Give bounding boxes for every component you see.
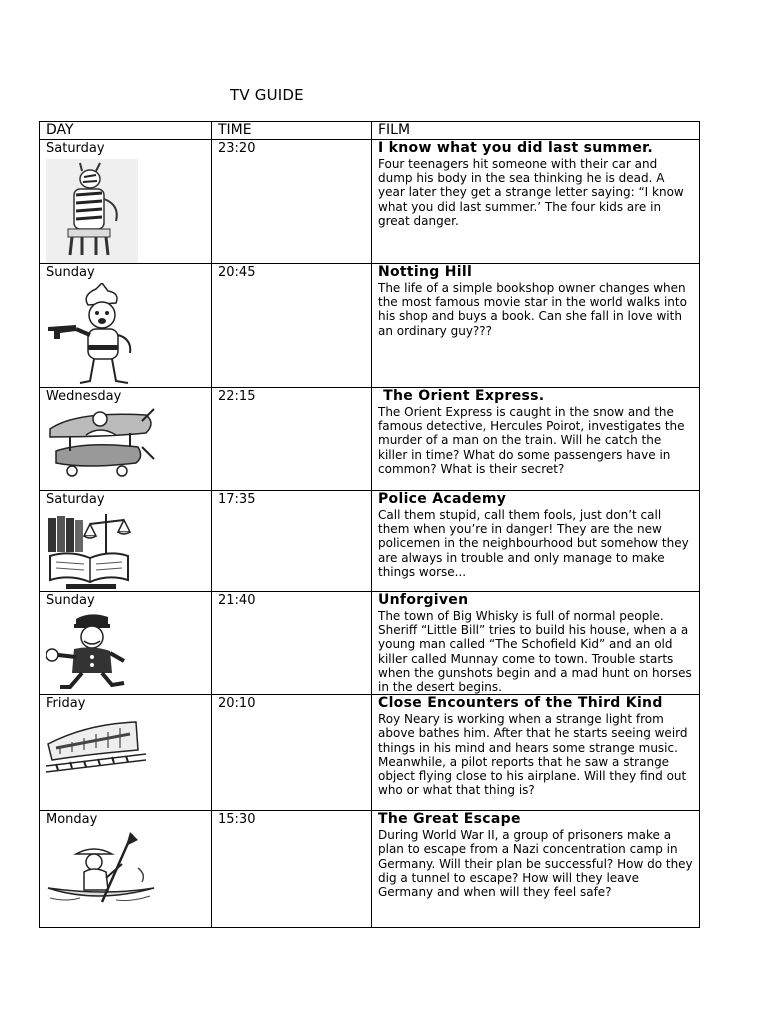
table-row — [40, 140, 700, 264]
film-title: Unforgiven — [378, 592, 469, 608]
time-label: 22:15 — [218, 389, 256, 404]
time-label: 21:40 — [218, 593, 256, 608]
table-row — [40, 388, 700, 491]
day-label: Monday — [46, 812, 98, 828]
day-cell — [40, 388, 212, 491]
film-title: I know what you did last summer. — [378, 140, 653, 156]
day-label: Saturday — [46, 141, 105, 156]
day-label: Sunday — [46, 593, 95, 608]
table-row — [40, 491, 700, 592]
day-label: Wednesday — [46, 389, 122, 404]
canoe-icon — [46, 830, 156, 910]
header-time: TIME — [212, 122, 372, 140]
time-cell — [212, 811, 372, 928]
film-cell — [372, 695, 700, 811]
film-description: During World War II, a group of prisoners make a plan to escape from a Nazi concentration camp in Germany. Will their plan be successful? How do they dig a tunnel to escape? How will they leave Germany and when will they feel safe? — [378, 828, 693, 900]
page-title: TV GUIDE — [230, 86, 304, 104]
tv-guide-table — [39, 121, 700, 928]
table-row — [40, 264, 700, 388]
train-icon — [46, 714, 146, 774]
day-label: Sunday — [46, 265, 95, 280]
time-cell — [212, 388, 372, 491]
film-cell — [372, 264, 700, 388]
film-description: Roy Neary is working when a strange light from above bathes him. After that he starts seeing weird things in his mind and hears some strange music. Meanwhile, a pilot reports that he saw a strange object flying close to his airplane. Will they find out who or what that thing is? — [378, 712, 688, 798]
time-cell — [212, 264, 372, 388]
film-description: Call them stupid, call them fools, just don’t call them when you’re in danger! They are the new policemen in the neighbourhood but somehow they are always in trouble and only manage to make things worse... — [378, 508, 689, 579]
day-cell — [40, 491, 212, 592]
table-row — [40, 695, 700, 811]
time-cell — [212, 695, 372, 811]
film-title: Notting Hill — [378, 264, 473, 280]
cowboy-bear-icon — [46, 283, 142, 387]
film-cell — [372, 388, 700, 491]
film-title: The Great Escape — [378, 811, 521, 828]
time-cell — [212, 491, 372, 592]
table-row — [40, 592, 700, 695]
header-film: FILM — [372, 122, 700, 140]
table-row — [40, 811, 700, 928]
film-description: The life of a simple bookshop owner changes when the most famous movie star in the world walks into his shop and buys a book. Can she fall in love with an ordinary guy??? — [378, 281, 687, 338]
time-cell — [212, 140, 372, 264]
film-cell — [372, 811, 700, 928]
law-books-scales-icon — [46, 510, 136, 590]
film-title: Police Academy — [378, 491, 507, 507]
time-cell — [212, 592, 372, 695]
table-header-row — [40, 122, 700, 140]
film-description: The town of Big Whisky is full of normal people. Sheriff “Little Bill” tries to build his house, when a a young man called “The Schofield Kid” and an old killer called Munnay come to town. Trouble starts when the gunshots begin and a mad hunt on horses in the desert begins. — [378, 609, 692, 695]
airplane-icon — [46, 407, 156, 481]
time-label: 15:30 — [218, 812, 256, 828]
film-description: Four teenagers hit someone with their car and dump his body in the sea thinking he is dead. A year later they get a strange letter saying: “I know what you did last summer.’ The four kids are in great danger. — [378, 157, 684, 228]
day-label: Saturday — [46, 492, 105, 507]
day-cell — [40, 264, 212, 388]
film-cell — [372, 592, 700, 695]
time-label: 17:35 — [218, 492, 256, 507]
policeman-icon — [46, 611, 130, 691]
day-cell — [40, 695, 212, 811]
day-cell — [40, 811, 212, 928]
film-title: Close Encounters of the Third Kind — [378, 695, 663, 712]
time-label: 23:20 — [218, 141, 256, 156]
time-label: 20:45 — [218, 265, 256, 280]
film-description: The Orient Express is caught in the snow and the famous detective, Hercules Poirot, investigates the murder of a man on the train. Will he catch the killer in time? What do some passengers have in common? What is their secret? — [378, 405, 685, 476]
film-cell — [372, 140, 700, 264]
header-day: DAY — [40, 122, 212, 140]
time-label: 20:10 — [218, 696, 256, 712]
film-cell — [372, 491, 700, 592]
day-label: Friday — [46, 696, 86, 712]
film-title: The Orient Express. — [378, 388, 545, 404]
zebra-icon — [46, 159, 138, 263]
day-cell — [40, 592, 212, 695]
day-cell — [40, 140, 212, 264]
